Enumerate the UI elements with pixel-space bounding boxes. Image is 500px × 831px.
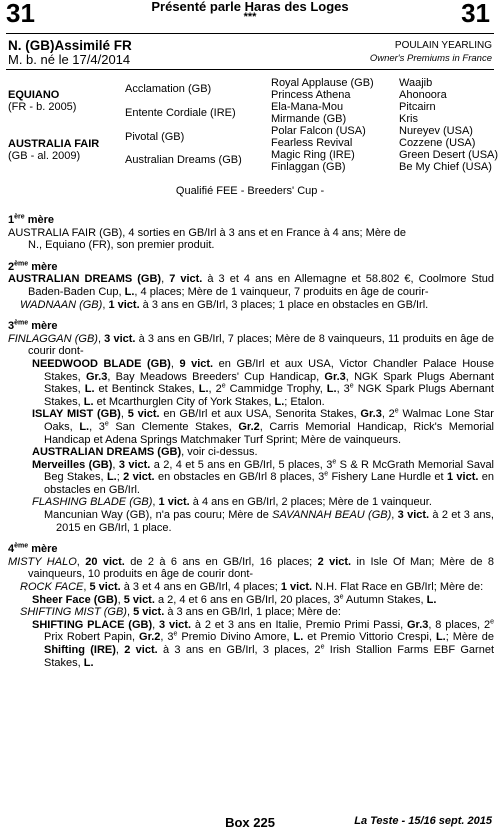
dam-2-entry: AUSTRALIAN DREAMS (GB), 7 vict. à 3 et 4 ans en Allemagne et 58.802 €, Coolmore Stud Baden-Baden Cup, L., 4 places; Mère de 1 vainqueur, 7 produits en âge de courir- — [8, 273, 494, 298]
pedigree-gen3-7: Finlaggan (GB) — [271, 161, 346, 173]
dam-3-produce-2: ISLAY MIST (GB), 5 vict. en GB/Irl et aux USA, Senorita Stakes, Gr.3, 2e Walmac Lone Star Oaks, L., 3e San Clemente Stakes, Gr.2, Carris Memorial Handicap, Rick's Memorial Handicap et Adena Springs Matchmaker Turf Sprint; Mère de vainqueurs. — [32, 407, 495, 446]
dam-3-produce-3: AUSTRALIAN DREAMS (GB), voir ci-dessus. — [32, 446, 258, 459]
pedigree-gen4-2: Pitcairn — [399, 101, 436, 113]
sire-info: (FR - b. 2005) — [8, 101, 77, 113]
female-family — [8, 207, 494, 669]
dam-2-produce-1: WADNAAN (GB), 1 vict. à 3 ans en GB/Irl, 3 places; 1 place en obstacles en GB/Irl. — [20, 298, 429, 311]
sale-venue-date: La Teste - 15/16 sept. 2015 — [354, 815, 492, 827]
dam-3-grandproduce-1: Mancunian Way (GB), n'a pas couru; Mère de SAVANNAH BEAU (GB), 3 vict. à 2 et 3 ans, 2015 en GB/Irl, 1 place. — [44, 509, 494, 534]
dam-1-entry: AUSTRALIA FAIR (GB), 4 sorties en GB/Irl à 3 ans et en France à 4 ans; Mère de N., Equiano (FR), son premier produit. — [8, 226, 407, 252]
dam-4-produce-2: SHIFTING MIST (GB), 5 vict. à 3 ans en GB/Irl, 1 place; Mère de: — [20, 606, 341, 619]
pedigree-gen2-3: Australian Dreams (GB) — [125, 154, 242, 166]
stars: *** — [243, 11, 257, 23]
pedigree-gen3-3: Mirmande (GB) — [271, 113, 347, 125]
pedigree-gen2-1: Entente Cordiale (IRE) — [125, 107, 236, 119]
box-number: Box 225 — [225, 815, 275, 830]
section-heading-2: 2ème mère — [8, 260, 58, 273]
pedigree-gen3-0: Royal Applause (GB) — [271, 77, 374, 89]
pedigree-gen4-5: Cozzene (USA) — [399, 137, 476, 149]
dam-4-entry: MISTY HALO, 20 vict. de 2 à 6 ans en GB/Irl, 16 places; 2 vict. in Isle Of Man; Mère de 8 vainqueurs, 10 produits en âge de courir dont- — [8, 555, 494, 581]
dam-4-grandproduce-1: Sheer Face (GB), 5 vict. a 2, 4 et 6 ans en GB/Irl, 20 places, 3e Autumn Stakes, L. — [32, 592, 437, 606]
qualification: Qualifié FEE - Breeders' Cup - — [175, 185, 325, 197]
pedigree-gen2-2: Pivotal (GB) — [125, 131, 185, 143]
dam-4-grandproduce-2: SHIFTING PLACE (GB), 3 vict. à 2 et 3 ans en Italie, Premio Primi Passi, Gr.3, 8 places, 2e Prix Robert Papin, Gr.2, 3e Premio Divino Amore, L. et Premio Vittorio Crespi, L.; Mère de Shifting (IRE), 2 vict. à 3 ans en GB/Irl, 3 places, 2e Irish Stallion Farms EBF Garnet Stakes, L. — [32, 618, 495, 669]
horse-description: M. b. né le 17/4/2014 — [8, 52, 131, 67]
pedigree-gen4-4: Nureyev (USA) — [399, 125, 473, 137]
horse-category: POULAIN YEARLING — [394, 40, 492, 51]
horse-name: N. (GB)Assimilé FR — [8, 38, 132, 53]
pedigree-gen4-0: Waajib — [399, 77, 433, 89]
dam-4-produce-1: ROCK FACE, 5 vict. à 3 et 4 ans en GB/Irl, 4 places; 1 vict. N.H. Flat Race en GB/Irl; Mère de: — [20, 581, 484, 594]
section-heading-4: 4ème mère — [8, 542, 58, 556]
pedigree-gen2-0: Acclamation (GB) — [125, 83, 212, 95]
presented-by: Présenté parle Haras des Loges — [151, 0, 349, 14]
dam-3-produce-1: NEEDWOOD BLADE (GB), 9 vict. en GB/Irl et aux USA, Victor Chandler Palace House Stakes, Gr.3, Bay Meadows Breeders' Cup Handicap, Gr.3, NGK Spark Plugs Abernant Stakes, L. et Bentinck Stakes, L., 2e Cammidge Trophy, L., 3e NGK Spark Plugs Abernant Stakes, L. et Mcarthurglen City of York Stakes, L.; Etalon. — [32, 357, 494, 408]
pedigree-gen3-1: Princess Athena — [271, 89, 351, 101]
lot-number-left: 31 — [6, 0, 35, 28]
pedigree-gen3-2: Ela-Mana-Mou — [271, 101, 344, 113]
pedigree-gen4-7: Be My Chief (USA) — [399, 161, 492, 173]
dam-3-produce-4: Merveilles (GB), 3 vict. a 2, 4 et 5 ans en GB/Irl, 5 places, 3e S & R McGrath Memorial Saval Beg Stakes, L.; 2 vict. en obstacles en GB/Irl 8 places, 3e Fishery Lane Hurdle et 1 vict. en obstacles en GB/Irl. — [32, 458, 495, 496]
dam-name: AUSTRALIA FAIR — [8, 138, 100, 150]
pedigree-rule — [6, 69, 494, 70]
pedigree-gen4-3: Kris — [399, 113, 418, 125]
section-heading-3: 3ème mère — [8, 319, 58, 333]
pedigree-gen3-6: Magic Ring (IRE) — [271, 149, 355, 161]
header-rule — [6, 33, 494, 34]
pedigree-gen4-1: Ahonoora — [399, 89, 447, 101]
section-heading-1: 1ère mère — [8, 213, 54, 226]
owner-premiums: Owner's Premiums in France — [369, 53, 492, 64]
lot-number-right: 31 — [461, 0, 490, 28]
dam-3-entry: FINLAGGAN (GB), 3 vict. à 3 ans en GB/Irl, 7 places; Mère de 8 vainqueurs, 11 produits en âge de courir dont- — [8, 332, 495, 358]
dam-info: (GB - al. 2009) — [8, 150, 81, 162]
sire-name: EQUIANO — [8, 89, 60, 101]
pedigree-gen3-4: Polar Falcon (USA) — [271, 125, 366, 137]
pedigree-gen3-5: Fearless Revival — [271, 137, 353, 149]
pedigree-gen4-6: Green Desert (USA) — [399, 149, 499, 161]
dam-3-produce-5: FLASHING BLADE (GB), 1 vict. à 4 ans en GB/Irl, 2 places; Mère de 1 vainqueur. — [32, 496, 432, 509]
